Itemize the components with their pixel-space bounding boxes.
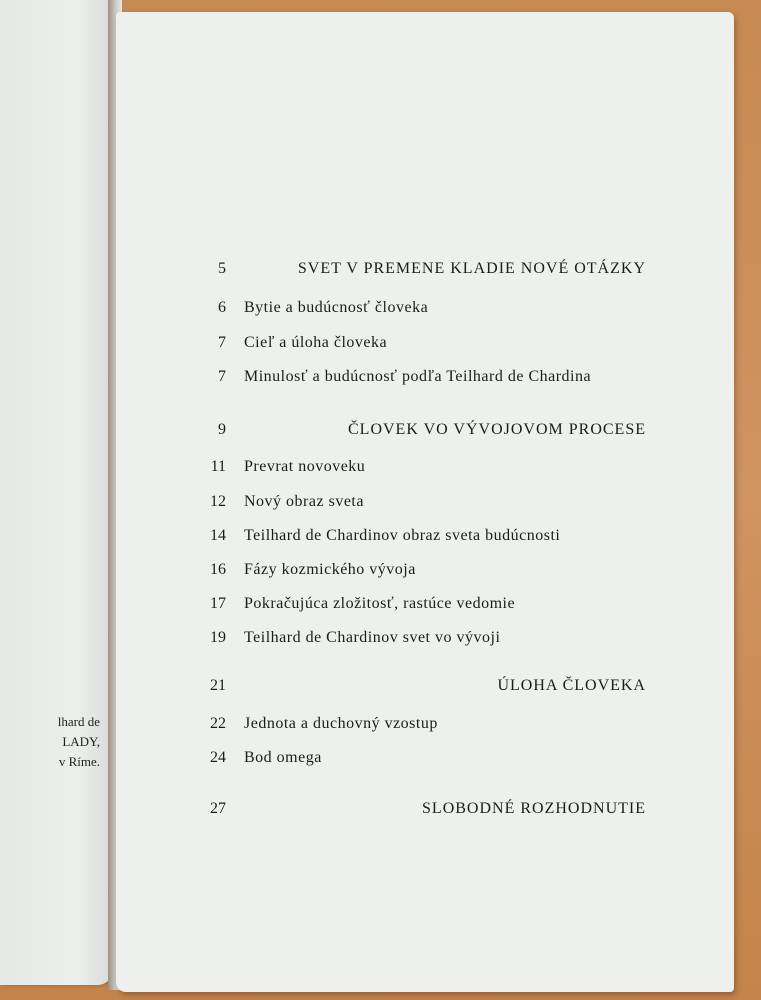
toc-entry-title: Fázy kozmického vývoja — [244, 561, 416, 578]
toc-section-title: ČLOVEK VO VÝVOJOVOM PROCESE — [348, 421, 646, 438]
left-page-fragment: LADY, — [62, 734, 100, 749]
toc-page-number: 27 — [210, 800, 226, 817]
toc-entry-section — [116, 677, 734, 701]
left-page — [0, 0, 112, 985]
toc-entry-section — [116, 421, 734, 445]
toc-entry — [116, 527, 734, 551]
toc-entry — [116, 493, 734, 517]
toc-page-number: 24 — [210, 749, 226, 766]
toc-entry-title: Bod omega — [244, 749, 322, 766]
table-of-contents — [116, 12, 734, 992]
toc-entry — [116, 299, 734, 323]
toc-entry-title: Nový obraz sveta — [244, 493, 364, 510]
left-page-fragment: lhard de — [57, 714, 100, 729]
toc-entry-title: Pokračujúca zložitosť, rastúce vedomie — [244, 595, 516, 612]
toc-page-number: 12 — [210, 493, 226, 510]
toc-page-number: 19 — [210, 629, 226, 646]
toc-page-number: 21 — [210, 677, 226, 694]
toc-page-number: 14 — [210, 527, 226, 544]
toc-entry-title: Teilhard de Chardinov obraz sveta budúcnosti — [244, 527, 561, 544]
toc-section-title: SLOBODNÉ ROZHODNUTIE — [422, 800, 646, 817]
toc-entry — [116, 334, 734, 358]
toc-entry-title: Teilhard de Chardinov svet vo vývoji — [244, 629, 501, 646]
toc-page-number: 5 — [218, 260, 226, 277]
toc-page-number: 16 — [210, 561, 226, 578]
toc-entry-title: Minulosť a budúcnosť podľa Teilhard de Chardina — [244, 368, 592, 385]
toc-page-number: 22 — [210, 715, 226, 732]
toc-page-number: 7 — [218, 334, 226, 351]
toc-section-title: SVET V PREMENE KLADIE NOVÉ OTÁZKY — [297, 260, 646, 277]
toc-entry — [116, 368, 734, 392]
toc-page-number: 6 — [218, 299, 226, 316]
left-page-fragment: v Ríme. — [58, 754, 100, 769]
toc-entry — [116, 749, 734, 773]
right-page — [116, 12, 734, 992]
toc-page-number: 7 — [218, 368, 226, 385]
toc-entry — [116, 595, 734, 619]
toc-entry-section — [116, 800, 734, 824]
toc-page-number: 17 — [210, 595, 226, 612]
toc-entry-title: Jednota a duchovný vzostup — [244, 715, 438, 732]
toc-page-number: 11 — [210, 458, 226, 475]
toc-page-number: 9 — [218, 421, 226, 438]
toc-entry — [116, 629, 734, 653]
toc-entry — [116, 458, 734, 482]
toc-entry-title: Bytie a budúcnosť človeka — [244, 299, 429, 316]
toc-entry — [116, 715, 734, 739]
toc-entry-title: Prevrat novoveku — [244, 458, 366, 475]
toc-entry-title: Cieľ a úloha človeka — [244, 334, 388, 351]
toc-entry — [116, 561, 734, 585]
toc-section-title: ÚLOHA ČLOVEKA — [497, 677, 646, 694]
toc-entry-section — [116, 260, 734, 284]
